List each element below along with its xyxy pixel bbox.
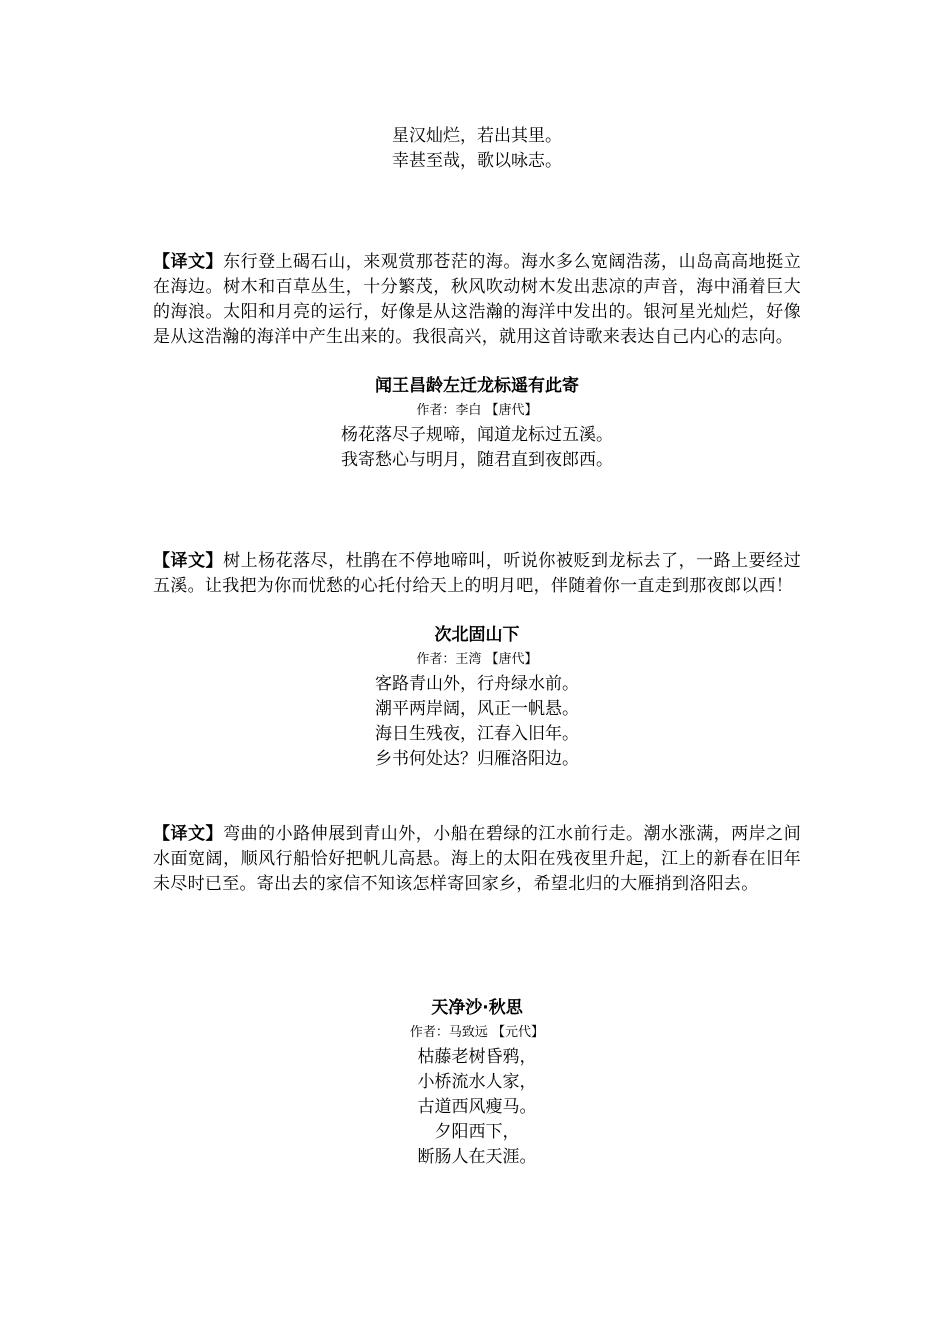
verse-line: 小桥流水人家， [417, 1072, 537, 1092]
verse-line: 幸甚至哉，歌以咏志。 [392, 151, 562, 171]
translation-label: 【译文】 [153, 252, 224, 272]
poem-author: 作者：李白 【唐代】 [416, 403, 538, 418]
poem-wenwangchangling [153, 373, 801, 473]
translation-cibeigushanxia [153, 822, 801, 897]
poem-author: 作者：王湾 【唐代】 [416, 652, 538, 667]
poem-title: 闻王昌龄左迁龙标遥有此寄 [375, 376, 579, 396]
verse-line: 星汉灿烂，若出其里。 [392, 126, 562, 146]
poem-cibeigushanxia [153, 622, 801, 772]
verse-line: 潮平两岸阔，风正一帆悬。 [375, 699, 579, 719]
poem-tianjingsha [153, 995, 801, 1170]
verse-line: 杨花落尽子规啼，闻道龙标过五溪。 [341, 425, 613, 445]
verse-line: 客路青山外，行舟绿水前。 [375, 674, 579, 694]
verse-line: 乡书何处达？归雁洛阳边。 [375, 749, 579, 769]
verse-line: 我寄愁心与明月，随君直到夜郎西。 [341, 450, 613, 470]
translation-text: 弯曲的小路伸展到青山外，小船在碧绿的江水前行走。潮水涨满，两岸之间水面宽阔，顺风行船恰好把帆儿高悬。海上的太阳在残夜里升起，江上的新春在旧年未尽时已至。寄出去的家信不知该怎样寄回家乡，希望北归的大雁捎到洛阳去。 [153, 824, 801, 894]
translation-text: 树上杨花落尽，杜鹃在不停地啼叫，听说你被贬到龙标去了，一路上要经过五溪。让我把为你而忧愁的心托付给天上的明月吧，伴随着你一直走到那夜郎以西！ [153, 551, 801, 596]
poem-title: 天净沙·秋思 [431, 998, 523, 1018]
translation-label: 【译文】 [153, 824, 224, 844]
verse-line: 夕阳西下， [434, 1122, 520, 1142]
verse-line: 海日生残夜，江春入旧年。 [375, 724, 579, 744]
poem-author: 作者：马致远 【元代】 [409, 1025, 545, 1040]
translation-label: 【译文】 [153, 551, 224, 571]
translation-wenwangchangling [153, 549, 801, 599]
verse-line: 枯藤老树昏鸦， [417, 1047, 537, 1067]
poem-title: 次北固山下 [434, 625, 520, 645]
verse-line: 古道西风瘦马。 [417, 1097, 537, 1117]
poem-guancanghai-verse [153, 124, 801, 174]
translation-text: 东行登上碣石山，来观赏那苍茫的海。海水多么宽阔浩荡，山岛高高地挺立在海边。树木和百草丛生，十分繁茂，秋风吹动树木发出悲凉的声音，海中涌着巨大的海浪。太阳和月亮的运行，好像是从这浩瀚的海洋中发出的。银河星光灿烂，好像是从这浩瀚的海洋中产生出来的。我很高兴，就用这首诗歌来表达自己内心的志向。 [153, 252, 801, 347]
translation-guancanghai [153, 250, 801, 350]
verse-line: 断肠人在天涯。 [417, 1147, 537, 1167]
